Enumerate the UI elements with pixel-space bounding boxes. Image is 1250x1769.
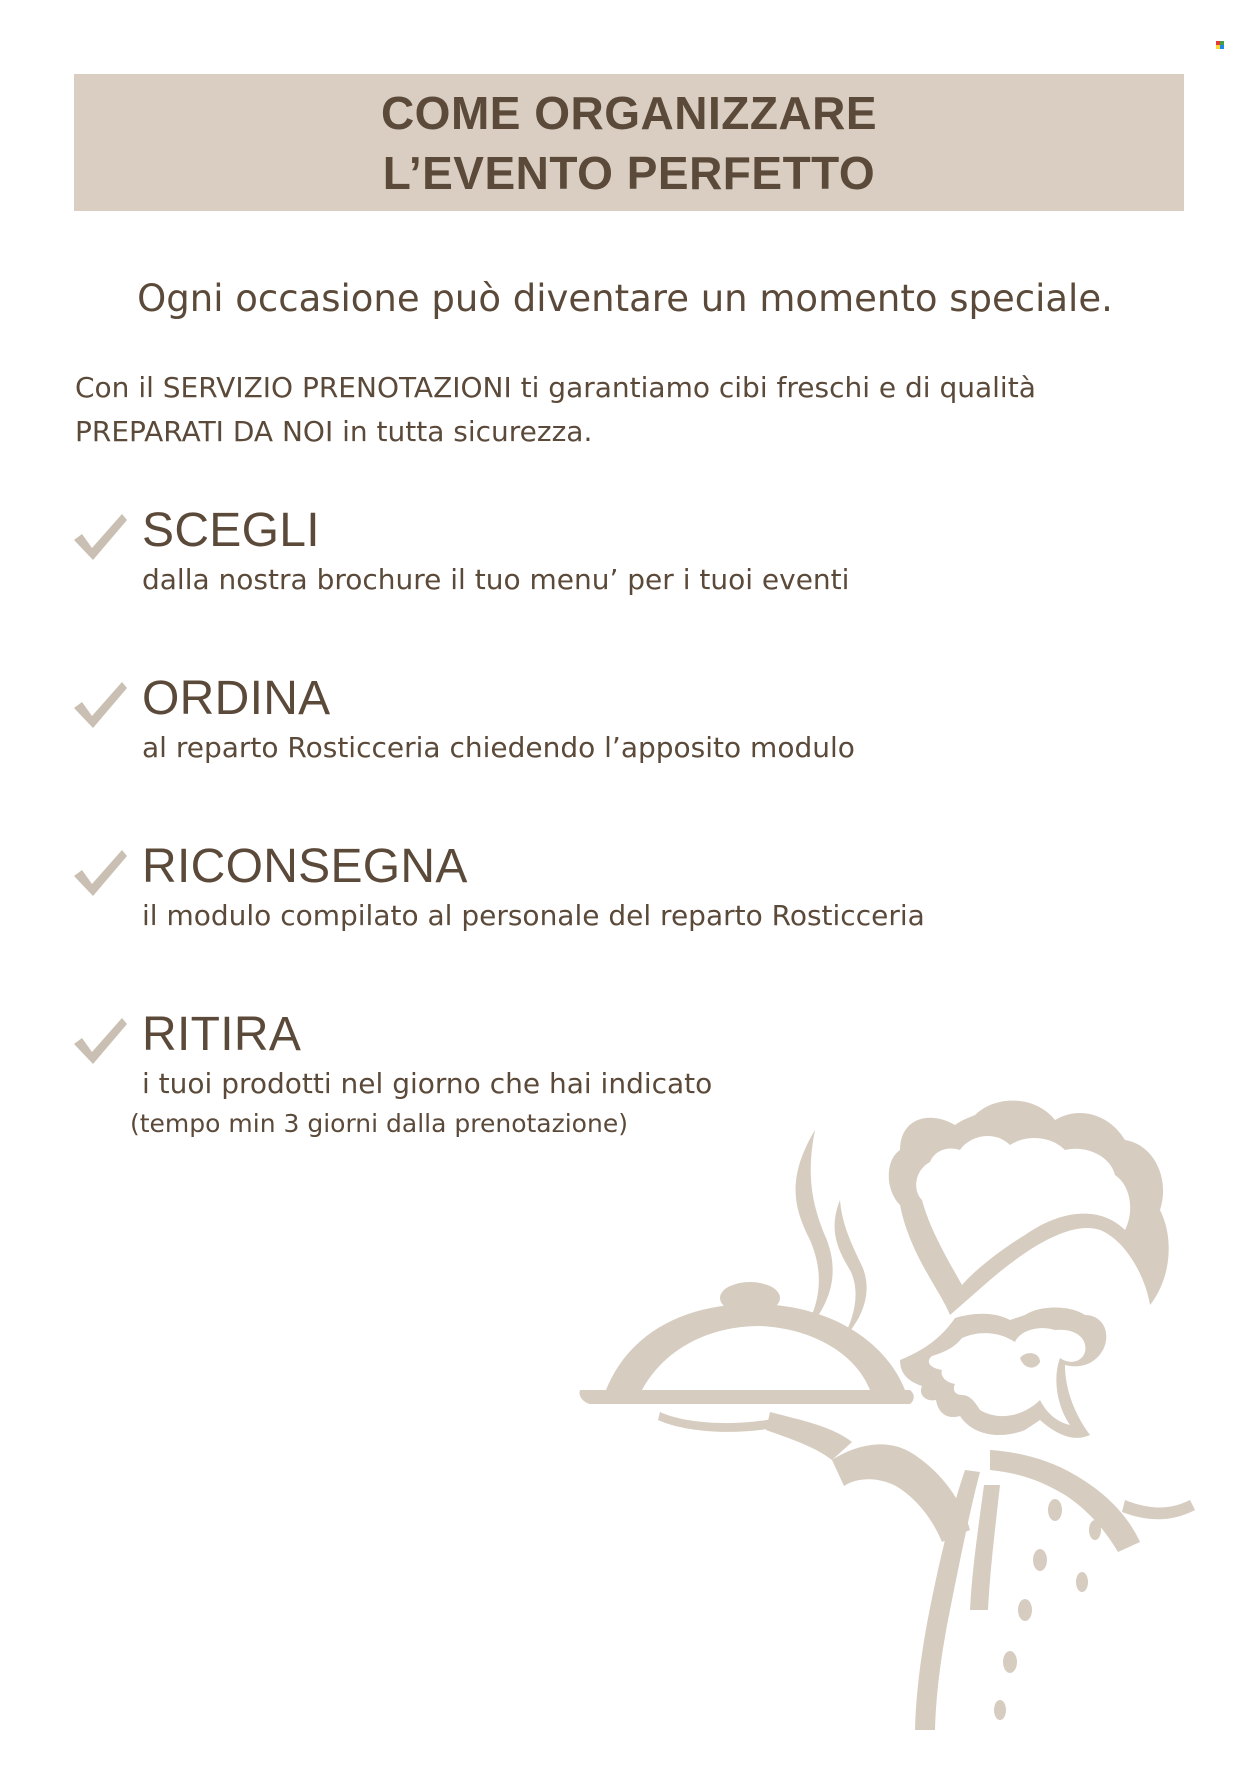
step-title: RICONSEGNA <box>142 840 468 893</box>
step-description: i tuoi prodotti nel giorno che hai indicato <box>142 1067 713 1100</box>
page-title-line-1: COME ORGANIZZARE <box>380 86 878 139</box>
check-icon <box>72 846 128 898</box>
step-description: il modulo compilato al personale del reparto Rosticceria <box>142 899 925 932</box>
check-icon <box>72 510 128 562</box>
chef-with-cloche-icon <box>570 1090 1210 1750</box>
check-icon <box>72 678 128 730</box>
step-note: (tempo min 3 giorni dalla prenotazione) <box>130 1109 628 1138</box>
page-subtitle: Ogni occasione può diventare un momento speciale. <box>137 277 1113 320</box>
step-title: RITIRA <box>142 1008 302 1061</box>
step-title: SCEGLI <box>142 504 320 557</box>
step-description: al reparto Rosticceria chiedendo l’apposito modulo <box>142 731 855 764</box>
step-title: ORDINA <box>142 672 331 725</box>
step-description: dalla nostra brochure il tuo menu’ per i tuoi eventi <box>142 563 850 596</box>
intro-line-2: PREPARATI DA NOI in tutta sicurezza. <box>75 415 593 448</box>
page-title-line-2: L’EVENTO PERFETTO <box>382 146 876 199</box>
check-icon <box>72 1014 128 1066</box>
intro-line-1: Con il SERVIZIO PRENOTAZIONI ti garantiamo cibi freschi e di qualità <box>75 371 1036 404</box>
